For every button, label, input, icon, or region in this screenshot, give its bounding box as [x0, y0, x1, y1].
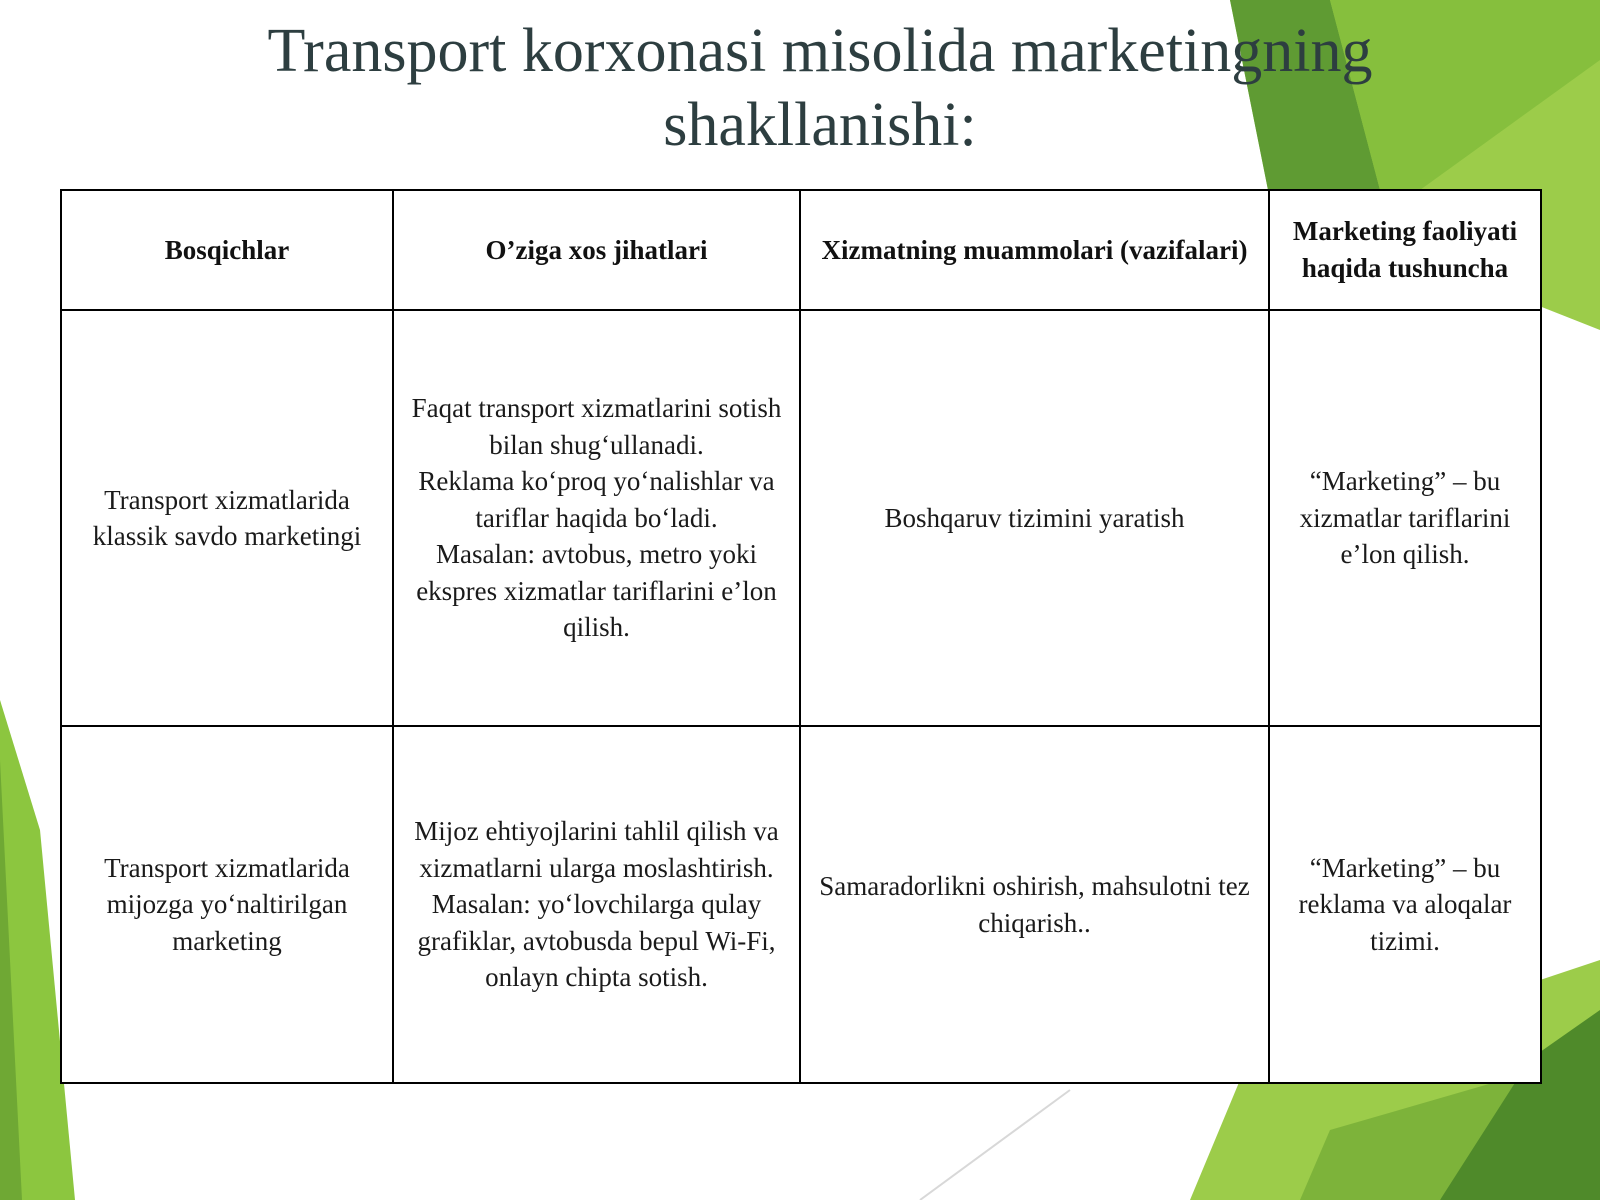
cell-line: Faqat transport xizmatlarini sotish	[411, 393, 782, 424]
table-row	[61, 310, 1541, 726]
cell-line: Samaradorlikni oshirish, mahsulotni tez	[819, 871, 1250, 901]
cell-line: Mijoz ehtiyojlarini tahlil qilish va	[414, 816, 779, 847]
cell-stage	[61, 726, 393, 1083]
cell-line: xizmatlarni ularga moslashtirish.	[419, 852, 774, 883]
cell-stage	[61, 310, 393, 726]
cell-line: qilish.	[563, 612, 630, 643]
cell-line: Masalan: yo‘lovchilarga qulay	[431, 889, 762, 920]
cell-line: tizimi.	[1370, 925, 1440, 956]
cell-line: tariflar haqida bo‘ladi.	[475, 502, 718, 533]
cell-line: Reklama ko‘proq yo‘nalishlar va	[418, 466, 775, 497]
cell-line: Transport xizmatlarida	[104, 484, 350, 515]
cell-line: reklama va aloqalar	[1298, 889, 1512, 920]
header-problems: Xizmatning muammolari (vazifalari)	[800, 190, 1269, 310]
cell-line: “Marketing” – bu	[1309, 852, 1501, 883]
cell-problems	[800, 310, 1269, 726]
header-stages: Bosqichlar	[61, 190, 393, 310]
slide-title-line-1: Transport korxonasi misolida marketingning	[267, 17, 1373, 85]
cell-line: e’lon qilish.	[1340, 539, 1470, 570]
header-features: O’ziga xos jihatlari	[393, 190, 800, 310]
cell-line: bilan shug‘ullanadi.	[489, 429, 704, 460]
cell-features	[393, 726, 800, 1083]
cell-line: ekspres xizmatlar tariflarini e’lon	[416, 575, 777, 606]
cell-line: Transport xizmatlarida	[104, 852, 350, 883]
cell-concept	[1269, 310, 1541, 726]
header-concept: Marketing faoliyati haqida tushuncha	[1269, 190, 1541, 310]
table-header-row	[61, 190, 1541, 310]
cell-problems	[800, 726, 1269, 1083]
slide-title	[180, 14, 1460, 162]
cell-line: mijozga yo‘naltirilgan	[106, 889, 348, 920]
cell-line: Masalan: avtobus, metro yoki	[436, 539, 757, 570]
slide-title-line-2: shakllanishi:	[663, 91, 977, 159]
table-row	[61, 726, 1541, 1083]
marketing-stages-table	[60, 189, 1542, 1084]
cell-line: marketing	[172, 925, 282, 956]
decor-line	[920, 1090, 1070, 1200]
cell-line: grafiklar, avtobusda bepul Wi-Fi,	[417, 925, 776, 956]
cell-line: klassik savdo marketingi	[92, 521, 362, 551]
cell-line: onlayn chipta sotish.	[485, 962, 708, 993]
cell-concept	[1269, 726, 1541, 1083]
cell-line: xizmatlar tariflarini	[1299, 502, 1511, 533]
cell-line: “Marketing” – bu	[1309, 466, 1501, 497]
cell-features	[393, 310, 800, 726]
cell-line: Boshqaruv tizimini yaratish	[884, 502, 1185, 533]
cell-line: chiqarish..	[978, 907, 1091, 938]
